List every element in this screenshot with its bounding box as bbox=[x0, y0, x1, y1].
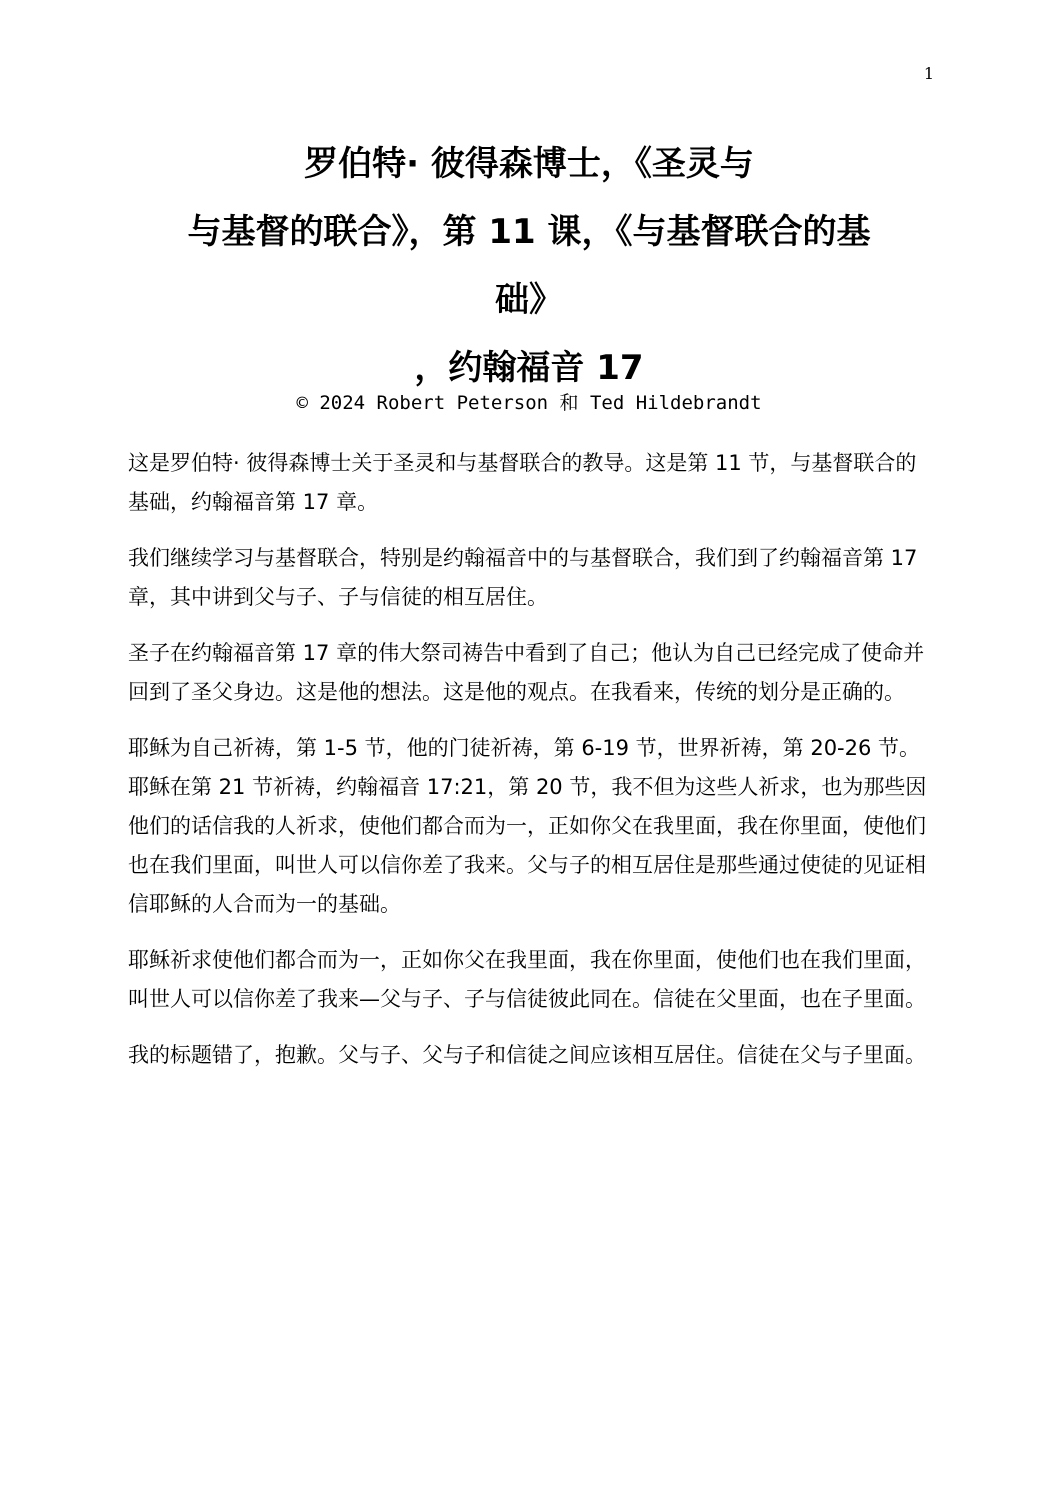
paragraph-1: 这是罗伯特· 彼得森博士关于圣灵和与基督联合的教导。这是第 11 节，与基督联合的基础，约翰福音第 17 章。 bbox=[128, 451, 917, 514]
title-line-4: ，约翰福音 17 bbox=[414, 348, 644, 388]
paragraph-3: 圣子在约翰福音第 17 章的伟大祭司祷告中看到了自己；他认为自己已经完成了使命并回到了圣父身边。这是他的想法。这是他的观点。在我看来，传统的划分是正确的。 bbox=[128, 641, 925, 704]
document-title bbox=[128, 130, 930, 402]
paragraph-5: 耶稣祈求使他们都合而为一，正如你父在我里面，我在你里面，使他们也在我们里面，叫世人可以信你差了我来—父与子、子与信徒彼此同在。信徒在父里面，也在子里面。 bbox=[128, 948, 926, 1011]
paragraph-2: 我们继续学习与基督联合，特别是约翰福音中的与基督联合，我们到了约翰福音第 17 章，其中讲到父与子、子与信徒的相互居住。 bbox=[128, 546, 918, 609]
page-number: 1 bbox=[923, 64, 934, 83]
title-line-2: 与基督的联合》，第 11 课，《与基督联合的基 bbox=[187, 212, 871, 252]
copyright-notice: © 2024 Robert Peterson 和 Ted Hildebrandt bbox=[296, 392, 762, 414]
paragraph-6: 我的标题错了，抱歉。父与子、父与子和信徒之间应该相互居住。信徒在父与子里面。 bbox=[128, 1043, 926, 1067]
paragraph-4: 耶稣为自己祈祷，第 1-5 节，他的门徒祈祷，第 6-19 节，世界祈祷，第 20-26 节。耶稣在第 21 节祈祷，约翰福音 17:21，第 20 节，我不但为这些人祈求，也为那些因他们的话信我的人祈求，使他们都合而为一，正如你父在我里面，我在你里面，使他们也在我们里面，叫世人可以信你差了我来。父与子的相互居住是那些通过使徒的见证相信耶稣的人合而为一的基础。 bbox=[128, 736, 927, 916]
document-body bbox=[128, 444, 930, 1092]
title-line-3: 础》 bbox=[495, 280, 563, 320]
title-line-1: 罗伯特· 彼得森博士，《圣灵与 bbox=[304, 144, 754, 184]
